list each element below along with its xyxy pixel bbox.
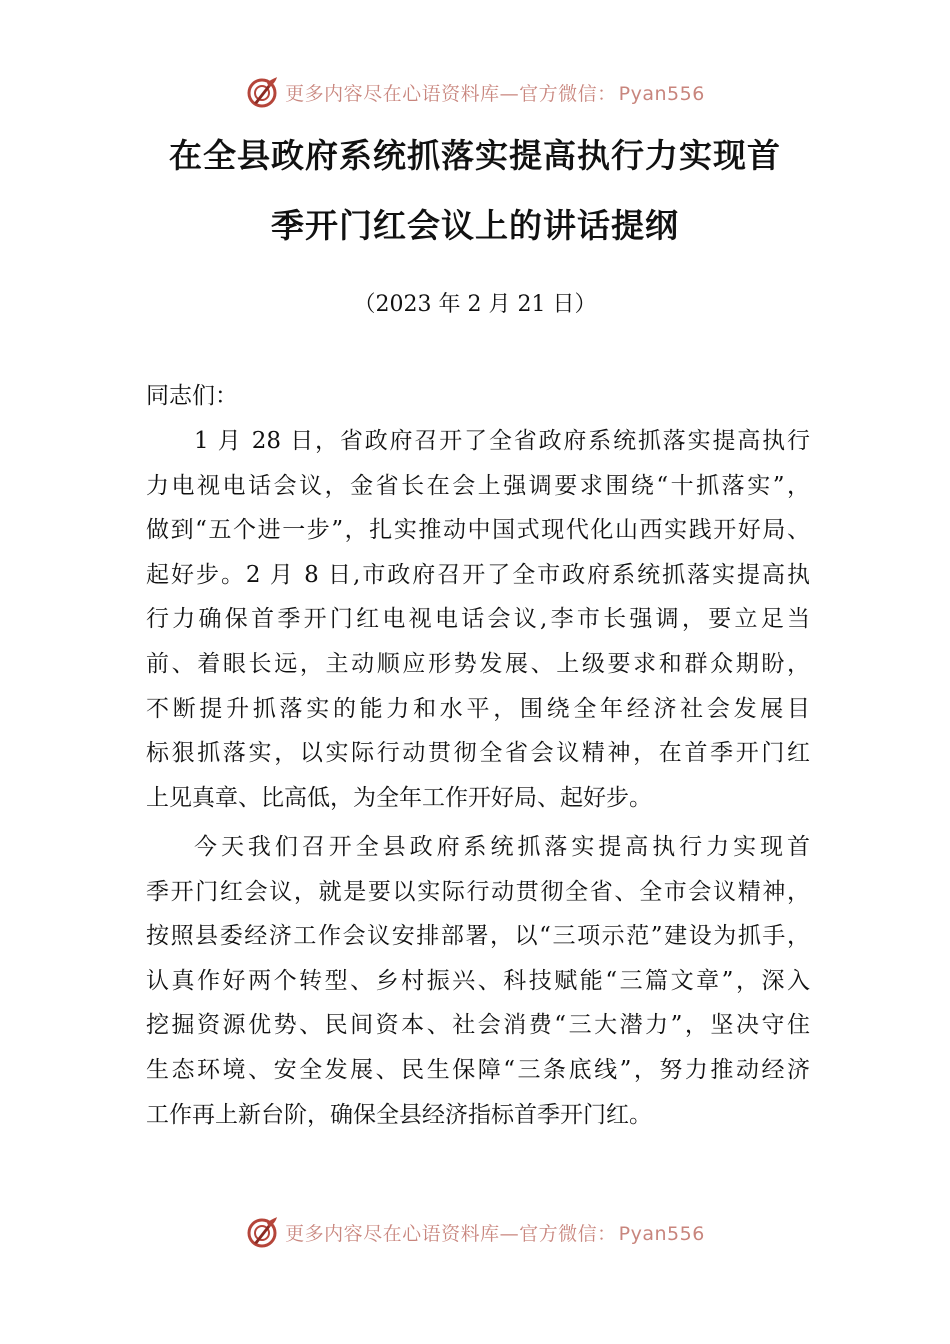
- paragraph-line: 行力确保首季开门红电视电话会议,李市长强调，要立足当: [146, 606, 810, 633]
- paragraph-line: 生态环境、安全发展、民生保障“三条底线”，努力推动经济: [146, 1056, 810, 1083]
- paragraph-line: 挖掘资源优势、民间资本、社会消费“三大潜力”，坚决守住: [146, 1012, 810, 1039]
- watermark-wechat-id: Pyan556: [618, 82, 705, 105]
- paragraph-line: 上见真章、比高低，为全年工作开好局、起好步。: [146, 784, 652, 811]
- paragraph-1: [146, 419, 810, 820]
- watermark-wechat-id: Pyan556: [618, 1222, 705, 1245]
- paragraph-line: 前、着眼长远，主动顺应形势发展、上级要求和群众期盼，: [146, 650, 810, 677]
- watermark-text: 更多内容尽在心语资料库—官方微信： Pyan556: [285, 82, 705, 105]
- paragraph-line: 1 月 28 日，省政府召开了全省政府系统抓落实提高执行: [194, 428, 810, 454]
- paragraph-line: 今天我们召开全县政府系统抓落实提高执行力实现首: [194, 834, 810, 860]
- paragraph-line: 标狠抓落实，以实际行动贯彻全省会议精神，在首季开门红: [146, 740, 810, 767]
- quill-logo-icon: [245, 75, 279, 109]
- paragraph-line: 力电视电话会议，金省长在会上强调要求围绕“十抓落实”，: [146, 472, 810, 499]
- document-title-line-1: 在全县政府系统抓落实提高执行力实现首: [169, 136, 781, 175]
- watermark-text: 更多内容尽在心语资料库—官方微信： Pyan556: [285, 1222, 705, 1245]
- footer-watermark: [0, 1212, 950, 1252]
- paragraph-line: 起好步。2 月 8 日,市政府召开了全市政府系统抓落实提高执: [146, 561, 810, 588]
- paragraph-line: 做到“五个进一步”，扎实推动中国式现代化山西实践开好局、: [146, 517, 810, 544]
- header-watermark: [0, 72, 950, 112]
- paragraph-line: 按照县委经济工作会议安排部署，以“三项示范”建设为抓手，: [146, 923, 810, 950]
- paragraph-2: [146, 825, 810, 1137]
- greeting: 同志们：: [146, 383, 238, 409]
- paragraph-line: 认真作好两个转型、乡村振兴、科技赋能“三篇文章”，深入: [146, 967, 810, 994]
- document-title-line-2: 季开门红会议上的讲话提纲: [271, 206, 679, 245]
- paragraph-line: 工作再上新台阶，确保全县经济指标首季开门红。: [146, 1101, 652, 1128]
- paragraph-line: 季开门红会议，就是要以实际行动贯彻全省、全市会议精神，: [146, 878, 810, 905]
- quill-logo-icon: [245, 1215, 279, 1249]
- document-date: （2023 年 2 月 21 日）: [353, 292, 597, 317]
- paragraph-line: 不断提升抓落实的能力和水平，围绕全年经济社会发展目: [146, 695, 810, 722]
